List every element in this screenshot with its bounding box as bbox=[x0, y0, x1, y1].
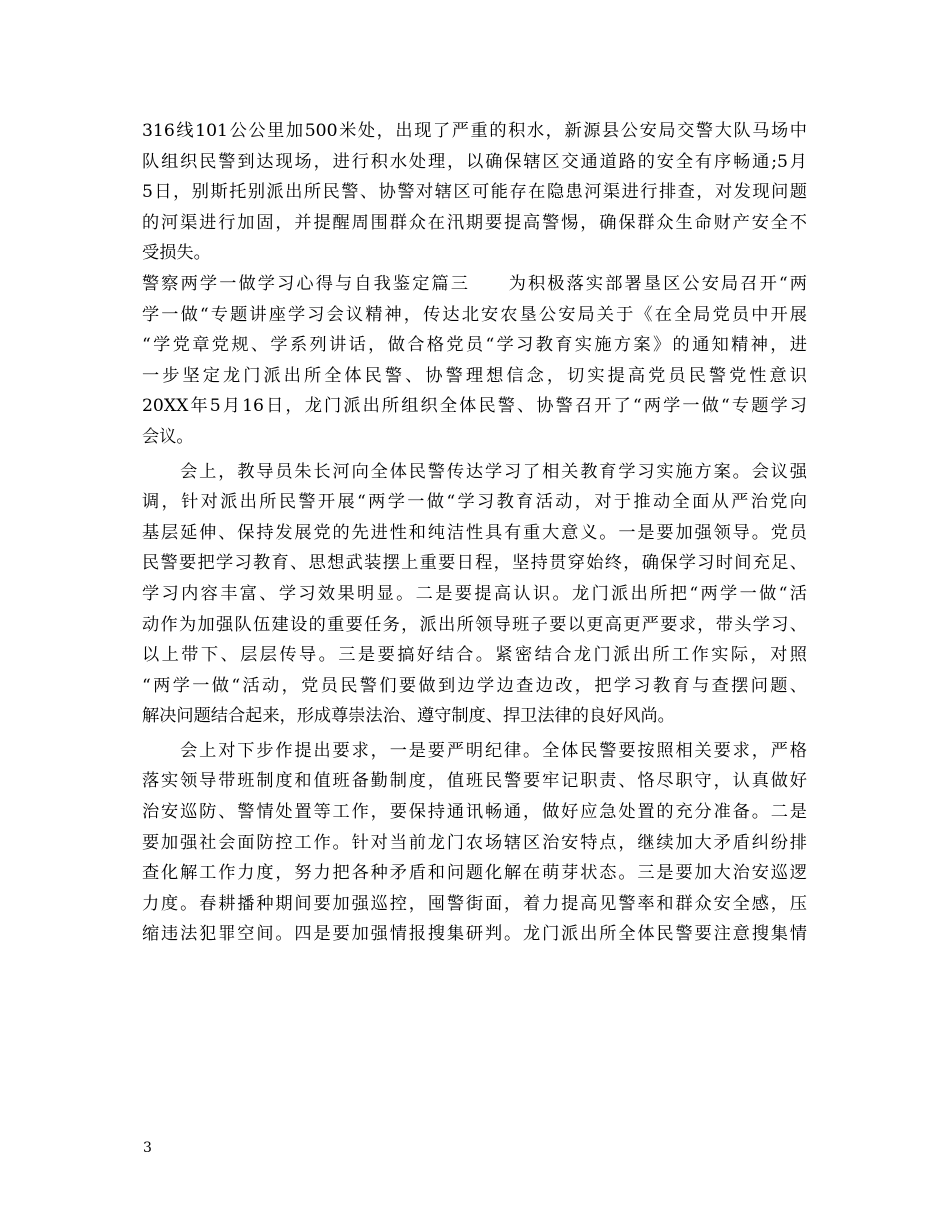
text-line: 会上，教导员朱长河向全体民警传达学习了相关教育学习实施方案。会议强 bbox=[142, 461, 807, 482]
text-line: 会上对下步作提出要求，一是要严明纪律。全体民警要按照相关要求，严格 bbox=[142, 740, 807, 761]
text-line: 基层延伸、保持发展党的先进性和纯洁性具有重大意义。一是要加强领导。党员 bbox=[142, 522, 807, 543]
text-line: 力度。春耕播种期间要加强巡控，囤警街面，着力提高见警率和群众安全感，压 bbox=[142, 893, 807, 914]
text-line: 缩违法犯罪空间。四是要加强情报搜集研判。龙门派出所全体民警要注意搜集情 bbox=[142, 924, 807, 945]
paragraph-requirements bbox=[142, 736, 807, 950]
text-line: 学习内容丰富、学习效果明显。二是要提高认识。龙门派出所把“两学一做“活 bbox=[142, 583, 807, 604]
text-line: 治安巡防、警情处置等工作，要保持通讯畅通，做好应急处置的充分准备。二是 bbox=[142, 802, 807, 823]
page-number: 3 bbox=[143, 1140, 152, 1156]
text-line: 查化解工作力度，努力把各种矛盾和问题化解在萌芽状态。三是要加大治安巡逻 bbox=[142, 863, 807, 884]
text-line: 要加强社会面防控工作。针对当前龙门农场辖区治安特点，继续加大矛盾纠纷排 bbox=[142, 832, 807, 853]
paragraph-section-three-intro bbox=[142, 269, 807, 453]
text-line: 以上带下、层层传导。三是要搞好结合。紧密结合龙门派出所工作实际，对照 bbox=[142, 645, 807, 666]
text-line: 落实领导带班制度和值班备勤制度，值班民警要牢记职责、恪尽职守，认真做好 bbox=[142, 771, 807, 792]
text-line: “两学一做“活动，党员民警们要做到边学边查边改，把学习教育与查摆问题、 bbox=[142, 675, 807, 696]
text-line: 受损失。 bbox=[142, 243, 211, 264]
text-line: 动作为加强队伍建设的重要任务，派出所领导班子要以更高更严要求，带头学习、 bbox=[142, 614, 807, 635]
text-line: 队组织民警到达现场，进行积水处理，以确保辖区交通道路的安全有序畅通;5月 bbox=[142, 151, 807, 172]
paragraph-flood-report bbox=[142, 116, 807, 269]
text-line: 调，针对派出所民警开展“两学一做“学习教育活动，对于推动全面从严治党向 bbox=[142, 492, 807, 513]
section-heading-line: 警察两学一做学习心得与自我鉴定篇三 为积极落实部署垦区公安局召开“两 bbox=[142, 273, 807, 294]
text-line: 学一做“专题讲座学习会议精神，传达北安农垦公安局关于《在全局党员中开展 bbox=[142, 304, 807, 325]
text-line: 316线101公公里加500米处，出现了严重的积水，新源县公安局交警大队马场中 bbox=[142, 121, 807, 141]
text-line: 的河渠进行加固，并提醒周围群众在汛期要提高警惕，确保群众生命财产安全不 bbox=[142, 212, 807, 233]
text-line: 20XX年5月16日，龙门派出所组织全体民警、协警召开了“两学一做“专题学习 bbox=[142, 396, 807, 417]
text-line: 解决问题结合起来，形成尊崇法治、遵守制度、捍卫法律的良好风尚。 bbox=[142, 706, 675, 727]
text-line: 民警要把学习教育、思想武装摆上重要日程，坚持贯穿始终，确保学习时间充足、 bbox=[142, 553, 807, 574]
document-body bbox=[142, 116, 807, 950]
text-line: 会议。 bbox=[142, 426, 194, 447]
paragraph-meeting-content bbox=[142, 457, 807, 732]
text-line: 5日，别斯托别派出所民警、协警对辖区可能存在隐患河渠进行排查，对发现问题 bbox=[142, 182, 807, 203]
text-line: 一步坚定龙门派出所全体民警、协警理想信念，切实提高党员民警党性意识 bbox=[142, 365, 807, 386]
text-line: “学党章党规、学系列讲话，做合格党员“学习教育实施方案》的通知精神，进 bbox=[142, 335, 807, 356]
